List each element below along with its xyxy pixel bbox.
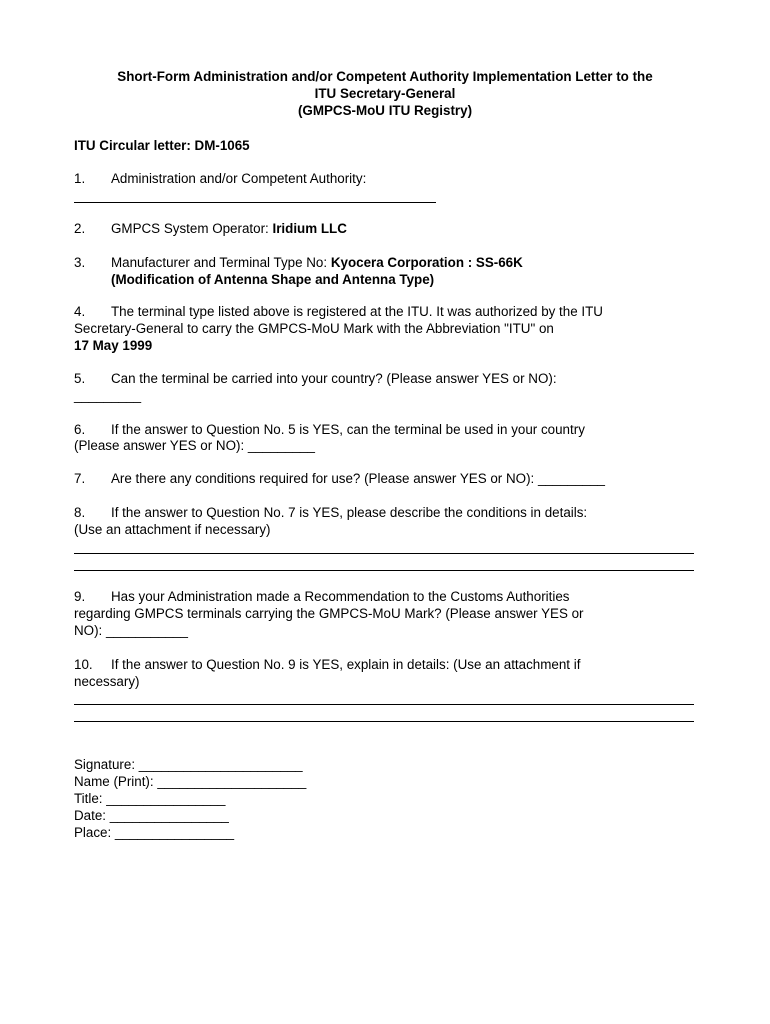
question-6-line-2[interactable]: (Please answer YES or NO): _________ — [74, 438, 315, 453]
question-3-number: 3. — [74, 255, 86, 270]
question-7 — [74, 470, 605, 487]
question-4-line-1: The terminal type listed above is registered at the ITU. It was authorized by the ITU — [111, 304, 603, 319]
question-10-answer-line-1[interactable] — [74, 704, 694, 705]
question-1-answer-line[interactable] — [74, 202, 436, 203]
terminal-type-value: Kyocera Corporation : SS-66K — [330, 255, 523, 270]
question-2-text: GMPCS System Operator: — [111, 221, 273, 236]
question-8 — [74, 504, 587, 521]
question-7-number: 7. — [74, 471, 86, 486]
question-3 — [74, 254, 523, 271]
question-1 — [74, 170, 366, 187]
question-4-line-2: Secretary-General to carry the GMPCS-MoU Mark with the Abbreviation "ITU" on — [74, 321, 554, 336]
terminal-modification-note: (Modification of Antenna Shape and Antenna Type) — [111, 272, 435, 287]
question-9-number: 9. — [74, 589, 86, 604]
signature-field[interactable]: Signature: ______________________ — [74, 757, 303, 772]
question-2 — [74, 220, 347, 237]
question-5-number: 5. — [74, 371, 86, 386]
question-8-line-2: (Use an attachment if necessary) — [74, 522, 271, 537]
question-7-text[interactable]: Are there any conditions required for use? (Please answer YES or NO): _________ — [111, 471, 606, 486]
place-field[interactable]: Place: ________________ — [74, 825, 235, 840]
question-6-number: 6. — [74, 422, 86, 437]
question-5 — [74, 370, 557, 387]
title-field[interactable]: Title: ________________ — [74, 791, 226, 806]
question-8-answer-line-2[interactable] — [74, 570, 694, 571]
question-9 — [74, 588, 569, 605]
question-10-number: 10. — [74, 657, 93, 672]
question-8-line-1: If the answer to Question No. 7 is YES, please describe the conditions in details: — [111, 505, 588, 520]
question-2-number: 2. — [74, 221, 86, 236]
question-1-text: Administration and/or Competent Authority: — [111, 171, 367, 186]
question-8-number: 8. — [74, 505, 86, 520]
title-line-2: ITU Secretary-General — [314, 86, 456, 101]
question-5-text: Can the terminal be carried into your country? (Please answer YES or NO): — [111, 371, 557, 386]
title-line-1: Short-Form Administration and/or Competent Authority Implementation Letter to the — [117, 69, 653, 84]
question-10-line-2: necessary) — [74, 674, 140, 689]
question-6 — [74, 421, 585, 438]
question-10 — [74, 656, 580, 673]
question-9-line-3[interactable]: NO): ___________ — [74, 623, 188, 638]
name-print-field[interactable]: Name (Print): ____________________ — [74, 774, 307, 789]
registration-date: 17 May 1999 — [74, 338, 153, 353]
circular-letter: ITU Circular letter: DM-1065 — [74, 138, 250, 153]
question-9-line-1: Has your Administration made a Recommendation to the Customs Authorities — [111, 589, 570, 604]
question-4 — [74, 303, 603, 320]
date-field[interactable]: Date: ________________ — [74, 808, 229, 823]
title-line-3: (GMPCS-MoU ITU Registry) — [297, 103, 473, 118]
question-5-answer-blank[interactable]: _________ — [74, 388, 142, 403]
question-6-line-1: If the answer to Question No. 5 is YES, can the terminal be used in your country — [111, 422, 585, 437]
question-9-line-2: regarding GMPCS terminals carrying the GMPCS-MoU Mark? (Please answer YES or — [74, 606, 584, 621]
document-title — [60, 68, 710, 119]
question-10-line-1: If the answer to Question No. 9 is YES, explain in details: (Use an attachment if — [111, 657, 581, 672]
question-3-text: Manufacturer and Terminal Type No: — [111, 255, 331, 270]
question-10-answer-line-2[interactable] — [74, 721, 694, 722]
question-4-number: 4. — [74, 304, 86, 319]
system-operator-value: Iridium LLC — [272, 221, 347, 236]
question-8-answer-line-1[interactable] — [74, 553, 694, 554]
question-1-number: 1. — [74, 171, 86, 186]
